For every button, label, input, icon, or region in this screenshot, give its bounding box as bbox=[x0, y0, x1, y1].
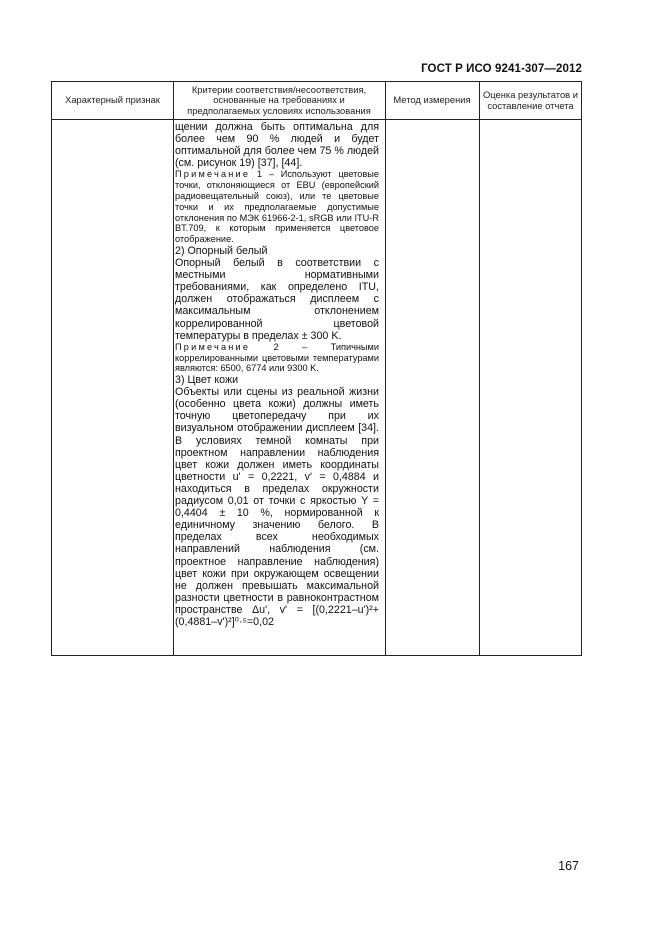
criteria-cell bbox=[174, 121, 382, 628]
document-code: ГОСТ Р ИСО 9241-307—2012 bbox=[421, 63, 582, 75]
column-header-method: Метод измерения bbox=[393, 94, 471, 106]
criteria-text: 2) Опорный белый bbox=[175, 244, 268, 257]
column-header-feature: Характерный признак bbox=[65, 94, 160, 106]
page-number: 167 bbox=[558, 859, 579, 873]
requirements-table bbox=[51, 81, 582, 656]
criteria-text: Опорный белый в соответствии с местными нормативными требованиями, как определено ITU, должен отображаться дисплеем с максимальным отклонением коррелированной цветовой температуры в пределах ± 300 K. bbox=[175, 257, 379, 342]
column-divider bbox=[385, 82, 386, 655]
column-header-criteria: Критерии соответствия/несоответствия, основанные на требованиях и предполагаемых условиях использования bbox=[187, 83, 371, 116]
criteria-text: 3) Цвет кожи bbox=[175, 374, 239, 387]
criteria-note bbox=[175, 342, 379, 374]
criteria-text: щении должна быть оптимальна для более чем 90 % людей и будет оптимальной для более чем 75 % людей (см. рисунок 19) [37], [44]. bbox=[175, 121, 379, 170]
column-header-evaluation: Оценка результатов и составление отчета bbox=[482, 89, 578, 111]
note-text: 2 – Типичными коррелированными цветовыми температурами являются: 6500, 6774 или 9300 K. bbox=[175, 341, 379, 374]
header-divider bbox=[52, 119, 581, 120]
criteria-text: Объекты или сцены из реальной жизни (особенно цвета кожи) должны иметь точную цветопередачу при их визуальном отображении дисплеем [34]. В условиях темной комнаты при проектном направлении наблюдения цвет кожи должен иметь координаты цветности u' = 0,2221, v' = 0,4884 и находиться в пределах окружности радиусом 0,01 от точки с яркостью Y = 0,4404 ± 10 %, нормированной к единичному значению белого. В пределах всех необходимых направлений наблюдения (см. проектное направление наблюдения) цвет кожи при окружающем освещении не должен превышать максимальной разности цветности в равноконтрастном пространстве Δu', v' = [(0,2221–u')²+(0,4881–v')²]⁰·⁵=0,02 bbox=[175, 386, 379, 628]
note-label: Примечание bbox=[175, 169, 251, 180]
note-label: Примечание bbox=[175, 341, 251, 352]
column-divider bbox=[479, 82, 480, 655]
note-text: 1 – Используют цветовые точки, отклоняющиеся от EBU (европейский радиовещательный союз), или те цветовые точки и их предполагаемые допустимые отклонения по МЭК 61966-2-1, sRGB или ITU-R BT.709, к которым применяется цветовое отображение. bbox=[175, 169, 379, 245]
criteria-note bbox=[175, 169, 379, 245]
